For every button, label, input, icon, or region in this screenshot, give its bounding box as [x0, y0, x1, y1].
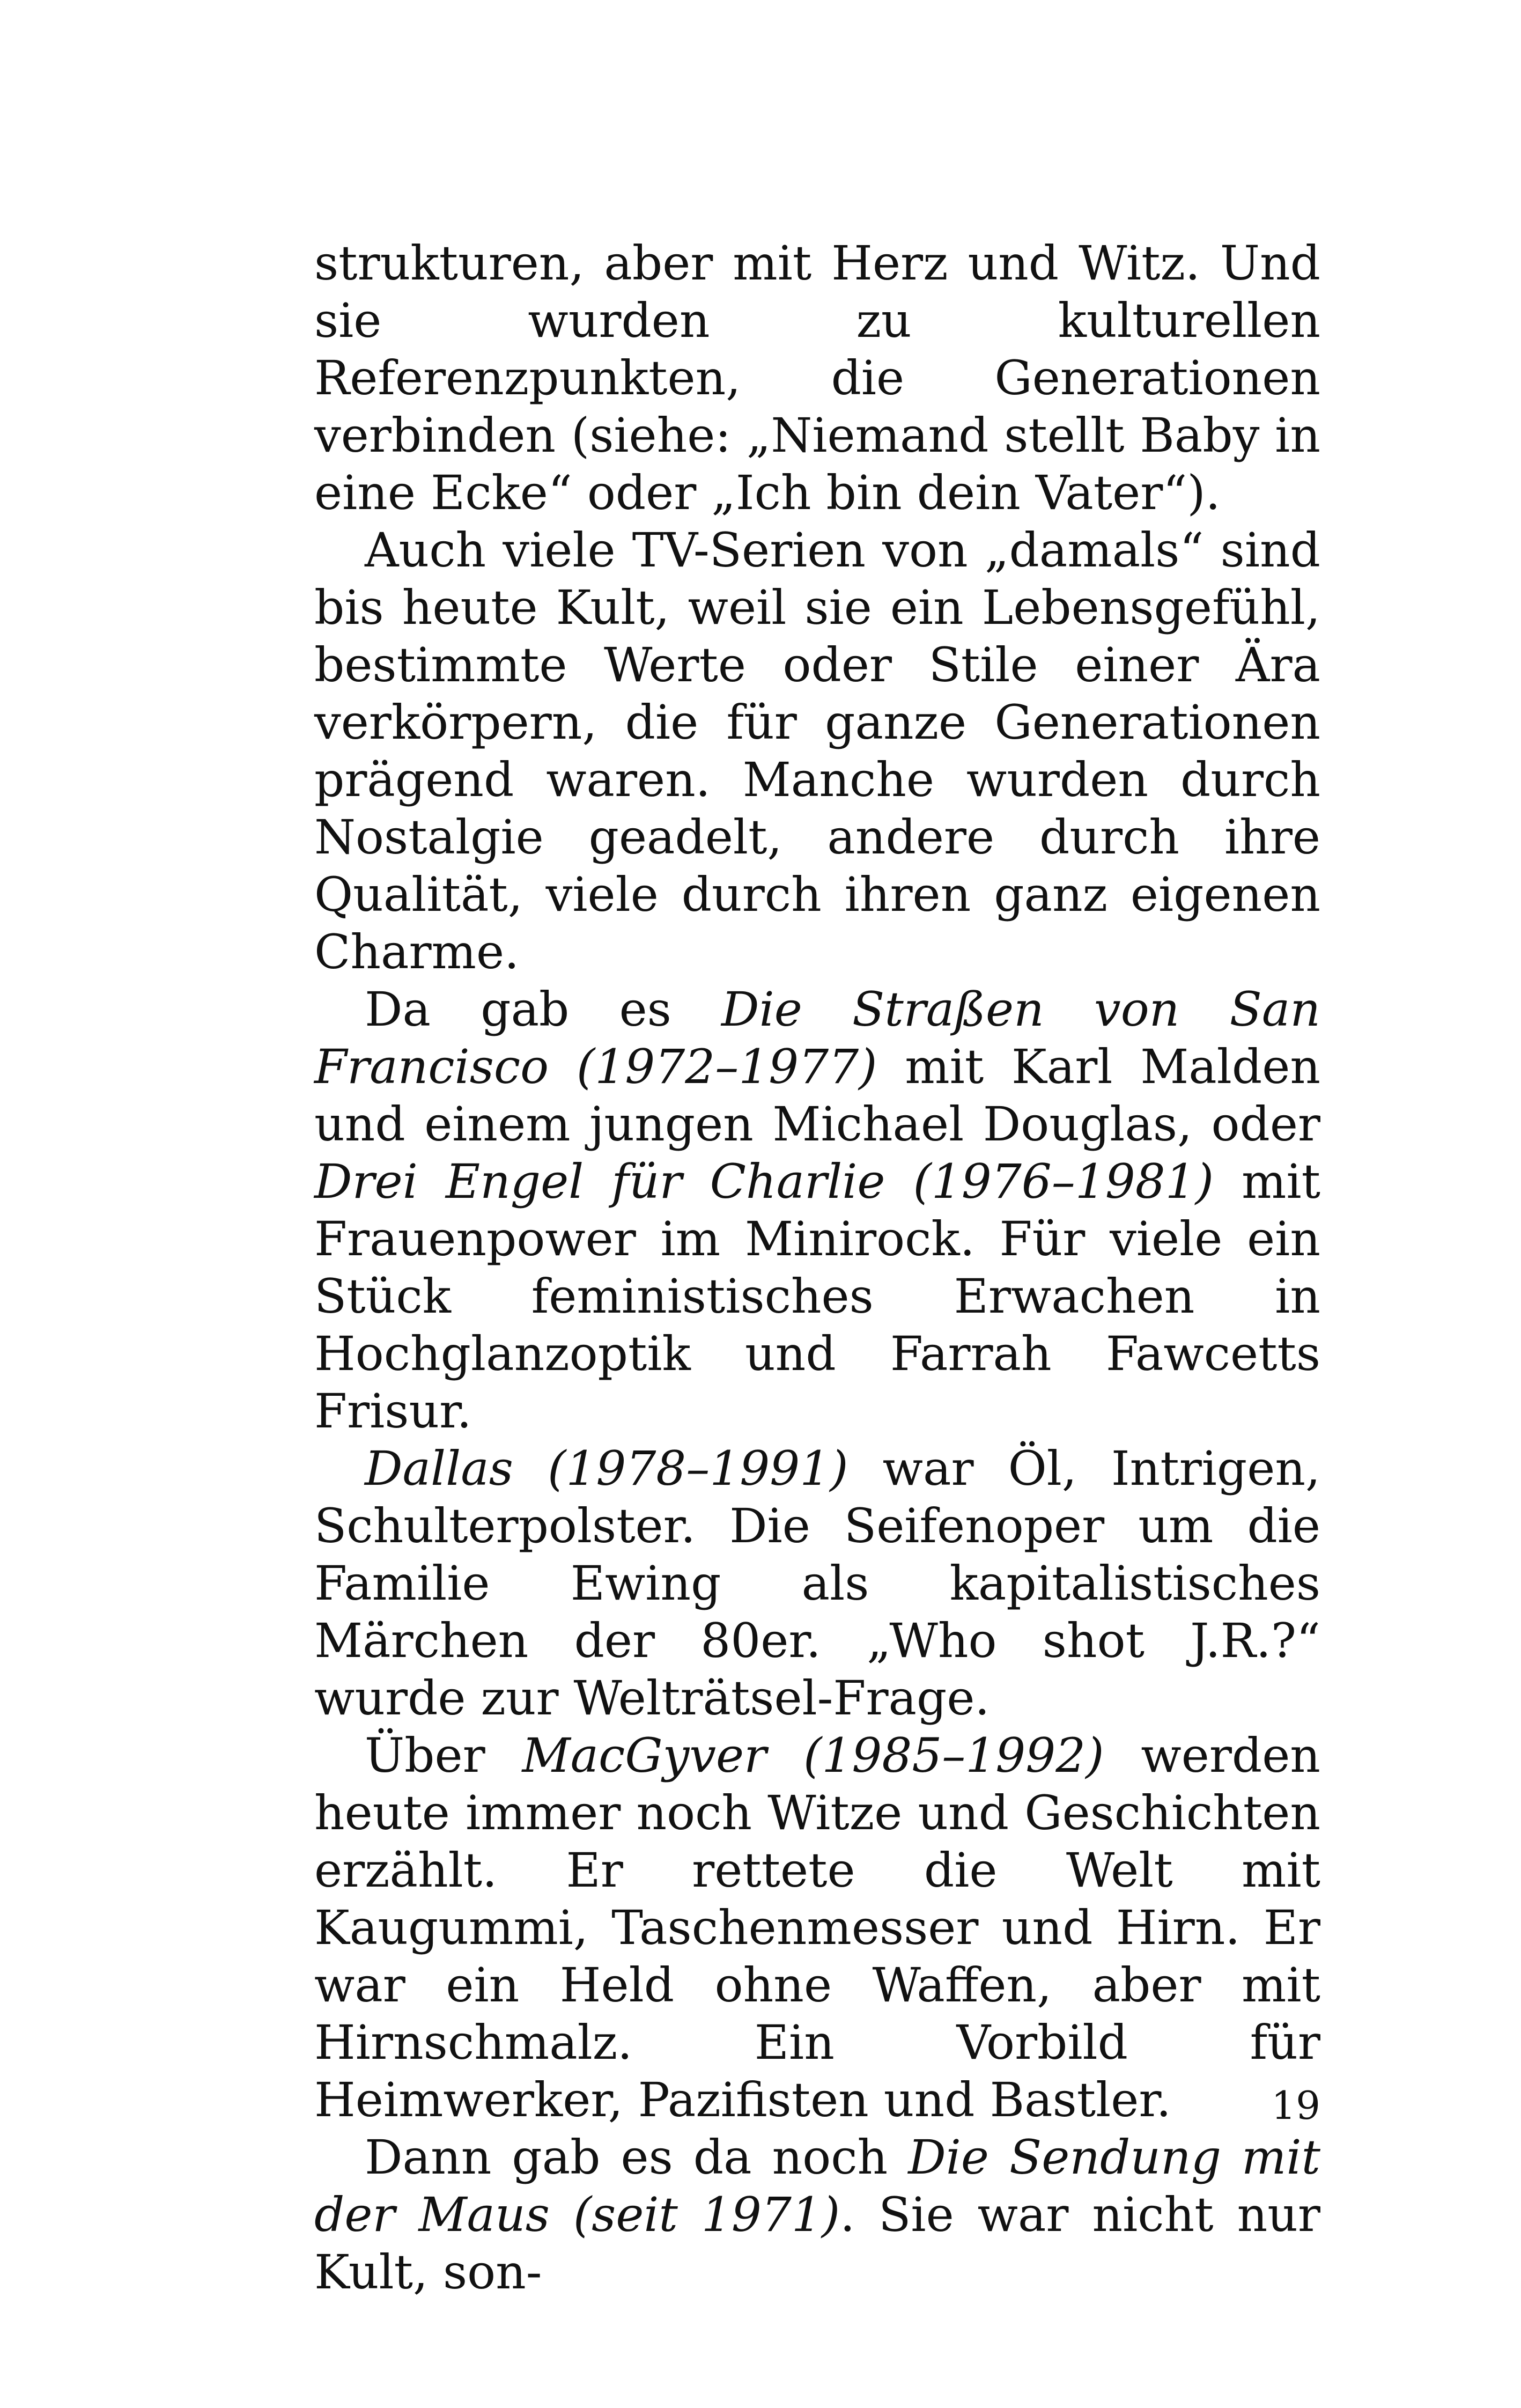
paragraph-text: strukturen, aber mit Herz und Witz. Und sie wurden zu kulturellen Referenzpunkten, die Generationen verbinden (siehe: „Niemand stellt Baby in eine Ecke“ oder „Ich bin dein Vater“).	[314, 235, 1320, 520]
paragraph-6	[314, 2129, 1320, 2301]
paragraph-2	[314, 521, 1320, 981]
paragraph-3	[314, 981, 1320, 1440]
paragraph-text: Auch viele TV-Serien von „damals“ sind bis heute Kult, weil sie ein Lebensgefühl, bestimmte Werte oder Stile einer Ära verkörpern, die für ganze Generationen prägend waren. Manche wurden durch Nostalgie geadelt, andere durch ihre Qualität, viele durch ihren ganz eigenen Charme.	[314, 522, 1320, 980]
paragraph-text: Dann gab es da noch	[365, 2130, 909, 2185]
paragraph-text: Über	[365, 1728, 522, 1783]
page-number: 19	[1271, 2083, 1320, 2128]
series-title: Dallas (1978–1991)	[365, 1441, 848, 1496]
paragraph-text: war Öl, Intrigen, Schulterpolster. Die Seifenoper um die Familie Ewing als kapitalistisches Märchen der 80er. „Who shot J.R.?“ wurde zur Welträtsel-Frage.	[314, 1441, 1320, 1726]
paragraph-1	[314, 234, 1320, 521]
series-title: Die Straßen von San Francisco (1972–1977)	[314, 982, 1320, 1094]
series-title: Drei Engel für Charlie (1976–1981)	[314, 1154, 1214, 1209]
paragraph-5	[314, 1727, 1320, 2129]
paragraph-text: Da gab es	[365, 982, 722, 1037]
paragraph-text: mit Frauenpower im Minirock. Für viele ein Stück feministisches Erwachen in Hochglanzoptik und Farrah Fawcetts Frisur.	[314, 1154, 1320, 1439]
paragraph-text: mit Karl Malden und einem jungen Michael Douglas, oder	[314, 1039, 1320, 1152]
paragraph-text: . Sie war nicht nur Kult, son-	[314, 2187, 1320, 2300]
series-title: MacGyver (1985–1992)	[522, 1728, 1104, 1783]
paragraph-text: werden heute immer noch Witze und Geschichten erzählt. Er rettete die Welt mit Kaugummi, Taschenmesser und Hirn. Er war ein Held ohne Waffen, aber mit Hirnschmalz. Ein Vorbild für Heimwerker, Pazifisten und Bastler.	[314, 1728, 1320, 2127]
paragraph-4	[314, 1440, 1320, 1727]
body-text	[314, 234, 1320, 2301]
series-title: Die Sendung mit der Maus (seit 1971)	[314, 2130, 1321, 2242]
